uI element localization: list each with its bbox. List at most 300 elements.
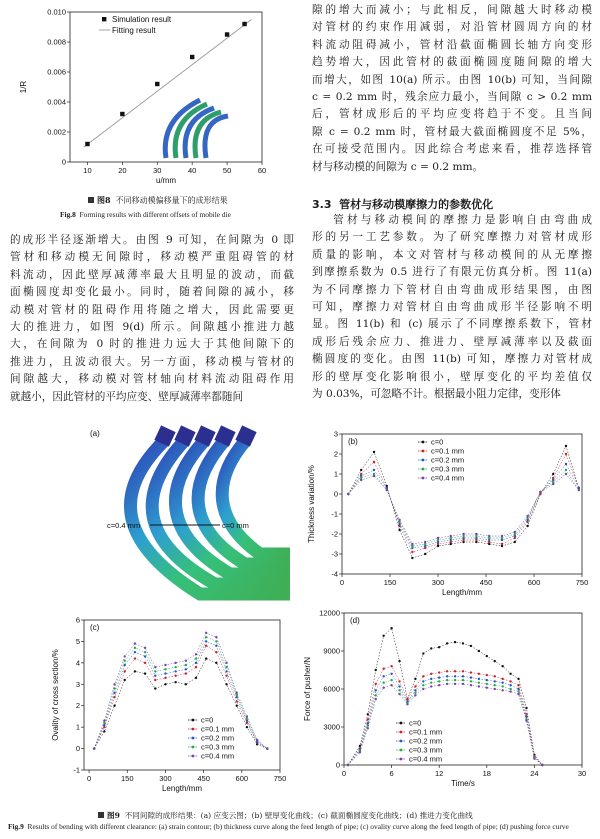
data-point	[174, 675, 176, 677]
y-tick-label: 6	[75, 615, 80, 625]
legend-dot	[422, 459, 425, 462]
text-line: 料流动阻碍减小，管材沿截面椭圆长轴方向变形	[312, 38, 592, 51]
data-point	[509, 690, 511, 692]
text-line: 形的另一工艺参数。为了研究摩擦力对管材成形	[312, 231, 592, 244]
text-line: 趋势增大，因此管材的截面椭圆度随间隙的增大	[312, 56, 592, 69]
text-line: 形的壁厚变化影响很小，壁厚变化的平均差值仅	[312, 370, 592, 383]
data-point	[215, 651, 217, 653]
data-point	[144, 647, 146, 649]
data-point	[424, 541, 426, 543]
data-point	[174, 681, 176, 683]
data-point	[390, 627, 392, 629]
data-point	[360, 469, 362, 471]
data-point	[185, 683, 187, 685]
legend-label: c=0	[201, 715, 214, 725]
text-line: 间隙越大，移动模对管材轴向材料流动阻碍作用	[10, 373, 294, 386]
data-point	[478, 685, 480, 687]
legend-label: c=0	[431, 437, 444, 447]
y-tick-label: 0.006	[47, 67, 66, 77]
y-tick-label: 3000	[323, 722, 340, 732]
data-point	[398, 689, 400, 691]
fig8-caption-cn: 图8 不同移动模偏移量下的成形结果	[88, 195, 228, 206]
data-point	[478, 681, 480, 683]
data-point	[517, 688, 519, 690]
data-point	[164, 683, 166, 685]
data-point	[470, 645, 472, 647]
data-point	[422, 652, 424, 654]
legend-dot	[422, 450, 425, 453]
data-point	[205, 636, 207, 638]
data-point	[501, 685, 503, 687]
y-tick-label: 5	[75, 636, 80, 646]
data-point	[454, 683, 456, 685]
data-point	[124, 670, 126, 672]
data-point	[454, 670, 456, 672]
data-point	[422, 675, 424, 677]
data-point	[517, 693, 519, 695]
data-point	[488, 535, 490, 537]
x-tick-label: 150	[121, 774, 134, 783]
data-point	[450, 535, 452, 537]
fig9a-panel-label: (a)	[90, 429, 100, 438]
legend-label-fit: Fitting result	[112, 26, 156, 35]
data-point	[134, 642, 136, 644]
data-point	[144, 655, 146, 657]
text-line: 隙的增大而减小；与此相反，间隙越大时移动模	[312, 4, 592, 16]
data-point	[486, 683, 488, 685]
legend-label: c=0.4 mm	[409, 754, 443, 764]
text-line: 大，在间隙为 0 时的推进力远大于其他间隙下的	[10, 338, 294, 351]
data-point	[386, 489, 388, 491]
x-tick-label: 60	[257, 166, 267, 175]
data-point	[185, 668, 187, 670]
data-point	[470, 671, 472, 673]
data-point	[256, 741, 258, 743]
data-point	[144, 662, 146, 664]
series-line	[348, 684, 542, 765]
data-point	[406, 703, 408, 705]
x-axis-label: u/mm	[156, 176, 176, 185]
text-line: 就越小，因此管材的平均应变、壁厚减薄率都随间	[10, 390, 244, 403]
data-point	[134, 670, 136, 672]
legend-dot	[400, 740, 403, 743]
legend-label: c=0.4 mm	[201, 751, 235, 761]
data-point	[225, 675, 227, 677]
y-tick-label: 0.010	[47, 7, 66, 17]
data-point	[103, 726, 105, 728]
fig9b-chart	[300, 424, 600, 604]
data-point	[360, 479, 362, 481]
data-point	[446, 670, 448, 672]
y-axis-label: Thickness variation/%	[307, 465, 316, 543]
x-tick-label: 600	[527, 578, 541, 587]
data-point	[375, 689, 377, 691]
data-point	[113, 692, 115, 694]
data-point	[517, 678, 519, 680]
x-tick-label: 40	[188, 166, 197, 175]
data-point	[225, 32, 229, 36]
data-point	[454, 641, 456, 643]
data-point	[462, 675, 464, 677]
x-tick-label: 150	[383, 578, 397, 587]
series-line	[94, 633, 267, 749]
data-point	[462, 670, 464, 672]
panel-label: (c)	[90, 623, 100, 632]
data-point	[266, 747, 268, 749]
y-tick-label: 2	[75, 701, 80, 711]
x-tick-label: 6	[389, 769, 394, 778]
x-tick-label: 24	[530, 769, 539, 778]
data-point	[185, 660, 187, 662]
legend-dot	[400, 758, 403, 761]
data-point	[195, 666, 197, 668]
text-line: 面椭圆度却变化最小。同时，随着间隙的减小，移	[10, 286, 294, 299]
data-point	[174, 670, 176, 672]
data-point	[470, 680, 472, 682]
data-point	[509, 684, 511, 686]
text-line: 的成形半径逐渐增大。由图 9 可知，在间隙为 0 即	[10, 234, 294, 246]
data-point	[390, 679, 392, 681]
x-tick-label: 600	[235, 774, 249, 783]
fig9a-contour	[10, 424, 295, 604]
data-point	[113, 705, 115, 707]
data-point	[501, 689, 503, 691]
y-axis-label: 1/R	[19, 80, 28, 94]
data-point	[430, 681, 432, 683]
data-point	[525, 719, 527, 721]
data-point	[475, 533, 477, 535]
x-tick-label: 0	[339, 578, 345, 587]
legend-dot	[192, 755, 195, 758]
legend-dot	[422, 477, 425, 480]
y-tick-label: 0	[335, 760, 340, 770]
data-point	[134, 647, 136, 649]
y-tick-label: 4	[75, 658, 80, 668]
legend-label: c=0.2 mm	[409, 736, 443, 746]
fig8-tube-inset	[165, 100, 228, 158]
x-tick-label: 750	[273, 774, 287, 783]
legend-label: c=0.2 mm	[431, 455, 465, 465]
data-point	[541, 764, 543, 766]
y-tick-label: 0	[333, 489, 338, 499]
data-point	[514, 541, 516, 543]
series-line	[348, 680, 542, 765]
data-point	[514, 531, 516, 533]
data-point	[113, 696, 115, 698]
data-point	[430, 673, 432, 675]
data-point	[367, 727, 369, 729]
x-tick-label: 20	[118, 166, 127, 175]
data-point	[195, 677, 197, 679]
data-point	[205, 640, 207, 642]
fig9a-left-label: c=0.4 mm	[107, 521, 141, 530]
text-line: 隙 c = 0.2 mm 时，管材最大截面椭圆度不足 5%，	[312, 125, 592, 138]
data-point	[205, 645, 207, 647]
data-point	[446, 683, 448, 685]
fig8-chart	[0, 0, 300, 200]
data-point	[398, 680, 400, 682]
data-point	[246, 726, 248, 728]
data-point	[367, 718, 369, 720]
data-point	[242, 22, 246, 26]
data-point	[414, 678, 416, 680]
data-point	[470, 676, 472, 678]
data-point	[256, 739, 258, 741]
data-point	[446, 675, 448, 677]
legend-label: c=0.2 mm	[201, 733, 235, 743]
data-point	[398, 529, 400, 531]
data-point	[494, 688, 496, 690]
data-point	[390, 684, 392, 686]
data-point	[565, 453, 567, 455]
data-point	[446, 642, 448, 644]
data-point	[438, 676, 440, 678]
data-point	[164, 664, 166, 666]
legend-dot	[422, 468, 425, 471]
series-line	[348, 628, 542, 765]
x-tick-label: 12	[435, 769, 444, 778]
data-point	[236, 705, 238, 707]
y-tick-label: -3	[331, 549, 338, 559]
data-point	[422, 680, 424, 682]
fig8-caption-en: Fig.8 Forming results with different offsets of mobile die	[60, 210, 231, 219]
x-tick-label: 30	[153, 166, 162, 175]
data-point	[517, 690, 519, 692]
y-axis-label: Ovality of cross section/%	[51, 649, 60, 741]
data-point	[154, 670, 156, 672]
data-point	[526, 525, 528, 527]
fig9a-right-label: c=0 mm	[222, 521, 249, 530]
panel-label: (b)	[348, 437, 358, 446]
series-line	[94, 641, 267, 748]
data-point	[225, 662, 227, 664]
data-point	[124, 664, 126, 666]
data-point	[478, 678, 480, 680]
x-axis-label: Time/s	[451, 779, 475, 788]
text-line: 质量的影响，本文对管材与移动模间的从无摩擦	[312, 248, 592, 261]
legend-dot	[400, 722, 403, 725]
data-point	[215, 640, 217, 642]
x-tick-label: 30	[577, 769, 587, 778]
data-point	[225, 683, 227, 685]
data-point	[195, 653, 197, 655]
data-point	[382, 681, 384, 683]
data-point	[347, 764, 349, 766]
x-tick-label: 18	[482, 769, 491, 778]
series-line	[94, 646, 267, 749]
legend-dot	[400, 749, 403, 752]
y-tick-label: 0.002	[47, 127, 66, 137]
data-point	[494, 675, 496, 677]
data-point	[454, 679, 456, 681]
data-point	[93, 747, 95, 749]
data-point	[215, 636, 217, 638]
data-point	[195, 662, 197, 664]
data-point	[246, 722, 248, 724]
data-point	[414, 694, 416, 696]
data-point	[246, 715, 248, 717]
data-point	[454, 675, 456, 677]
data-point	[155, 82, 159, 86]
data-point	[236, 700, 238, 702]
data-point	[174, 662, 176, 664]
text-line: 对管材的约束作用减弱，对沿管材圆周方向的材	[312, 21, 592, 34]
data-point	[486, 679, 488, 681]
data-point	[103, 720, 105, 722]
x-tick-label: 450	[197, 774, 210, 783]
data-point	[103, 730, 105, 732]
data-point	[478, 673, 480, 675]
x-axis-label: Length/mm	[161, 784, 203, 793]
data-point	[390, 673, 392, 675]
data-point	[462, 683, 464, 685]
x-tick-label: 300	[431, 578, 445, 587]
text-line: 显。图 11(b) 和 (c) 展示了不同摩擦系数下，管材	[312, 318, 592, 331]
data-point	[411, 543, 413, 545]
data-point	[382, 635, 384, 637]
legend-dot	[192, 737, 195, 740]
data-point	[422, 688, 424, 690]
data-point	[174, 666, 176, 668]
legend-label: c=0.3 mm	[201, 742, 235, 752]
y-tick-label: 0	[75, 744, 80, 754]
legend-dot	[192, 746, 195, 749]
data-point	[398, 660, 400, 662]
text-line: 大的推进力，如图 9(d) 所示。间隙越小推进力越	[10, 321, 294, 334]
data-point	[390, 665, 392, 667]
data-point	[373, 451, 375, 453]
legend-dot	[192, 728, 195, 731]
data-point	[185, 664, 187, 666]
text-line: 动模对管材的阻碍作用将随之增大，因此需要更	[10, 303, 294, 316]
y-tick-label: 9000	[323, 646, 340, 656]
text-line: 可知，摩擦力对管材自由弯曲成形半径影响不明	[312, 301, 592, 314]
y-tick-label: -1	[331, 509, 338, 519]
data-point	[470, 684, 472, 686]
series-line	[348, 674, 542, 765]
data-point	[246, 717, 248, 719]
data-point	[411, 551, 413, 553]
data-point	[144, 651, 146, 653]
data-point	[501, 543, 503, 545]
data-point	[533, 757, 535, 759]
data-point	[154, 675, 156, 677]
data-point	[509, 673, 511, 675]
data-point	[438, 646, 440, 648]
x-tick-label: 450	[479, 578, 493, 587]
fig9-caption: 图9 不同间隙的成形结果：(a) 应变云图；(b) 壁厚变化曲线；(c) 截面椭圆度变化曲线；(d) 推进力变化曲线 Fig.9 Results of bending with different clearance: (a) strain contour; (b) thickness curve along the feed length of pipe; (c) ovality curve along the feed length of pipe; (d) pushing force curve	[8, 811, 569, 831]
legend-label: c=0.1 mm	[409, 727, 443, 737]
text-line: 管材和移动模无间隙时，移动模严重阻碍管的材	[10, 251, 294, 264]
data-point	[373, 475, 375, 477]
data-point	[494, 680, 496, 682]
data-point	[85, 142, 89, 146]
data-point	[462, 533, 464, 535]
data-point	[375, 698, 377, 700]
data-point	[517, 684, 519, 686]
data-point	[526, 515, 528, 517]
data-point	[462, 679, 464, 681]
data-point	[501, 678, 503, 680]
y-tick-label: 0.004	[47, 97, 66, 107]
data-point	[486, 687, 488, 689]
x-tick-label: 0	[87, 774, 92, 783]
legend-marker-sim	[102, 17, 106, 21]
data-point	[124, 660, 126, 662]
legend-label-sim: Simulation result	[112, 15, 172, 24]
data-point	[375, 683, 377, 685]
data-point	[501, 535, 503, 537]
data-point	[124, 655, 126, 657]
fig9d-chart	[300, 605, 600, 805]
data-point	[398, 693, 400, 695]
data-point	[430, 647, 432, 649]
legend-label: c=0.4 mm	[431, 473, 465, 483]
data-point	[382, 687, 384, 689]
y-tick-label: 1	[75, 722, 80, 732]
data-point	[154, 666, 156, 668]
data-point	[134, 657, 136, 659]
series-line	[94, 637, 267, 748]
text-line: 后，管材成形后的平均应变将趋于不变。且当间	[312, 108, 592, 121]
data-point	[375, 694, 377, 696]
data-point	[462, 642, 464, 644]
data-point	[185, 672, 187, 674]
data-point	[215, 645, 217, 647]
data-point	[154, 679, 156, 681]
data-point	[552, 483, 554, 485]
text-line: 推进力，且波动很大。另一方面，移动模与管材的	[10, 355, 294, 368]
text-line: 椭圆度的变化。由图 11(b) 可知，摩擦力对管材成	[312, 353, 592, 366]
data-point	[144, 672, 146, 674]
data-point	[565, 463, 567, 465]
data-point	[422, 684, 424, 686]
data-point	[164, 672, 166, 674]
data-point	[509, 680, 511, 682]
panel-label: (d)	[350, 616, 360, 625]
data-point	[124, 679, 126, 681]
text-line: 而增大，如图 10(a) 所示。由图 10(b) 可知，当间隙	[312, 73, 592, 86]
text-line: 为 0.03%，可忽略不计。根据最小阻力定律，变形体	[312, 388, 561, 401]
data-point	[565, 473, 567, 475]
data-point	[437, 537, 439, 539]
x-tick-label: 0	[341, 769, 347, 778]
data-point	[552, 473, 554, 475]
data-point	[236, 692, 238, 694]
text-line: 为不同摩擦力下管材自由弯曲成形结果图，由图	[312, 283, 592, 296]
data-point	[478, 650, 480, 652]
para-top-right	[312, 2, 592, 176]
data-point	[347, 493, 349, 495]
y-tick-label: -4	[331, 569, 338, 579]
data-point	[373, 469, 375, 471]
data-point	[375, 669, 377, 671]
y-tick-label: 2	[333, 449, 338, 459]
data-point	[215, 662, 217, 664]
y-tick-label: 12000	[319, 608, 340, 618]
tube-shape	[205, 116, 228, 158]
text-line: c = 0.2 mm 时，残余应力最小，当间隙 c > 0.2 mm	[312, 91, 592, 104]
data-point	[382, 675, 384, 677]
y-tick-label: 1	[333, 469, 338, 479]
y-tick-label: -2	[331, 529, 338, 539]
text-line: 材与移动模的间隙为 c = 0.2 mm。	[312, 160, 484, 173]
data-point	[494, 660, 496, 662]
data-point	[164, 668, 166, 670]
y-tick-label: 6000	[323, 684, 340, 694]
plot-frame	[344, 613, 582, 765]
fig9c-chart	[48, 612, 298, 808]
